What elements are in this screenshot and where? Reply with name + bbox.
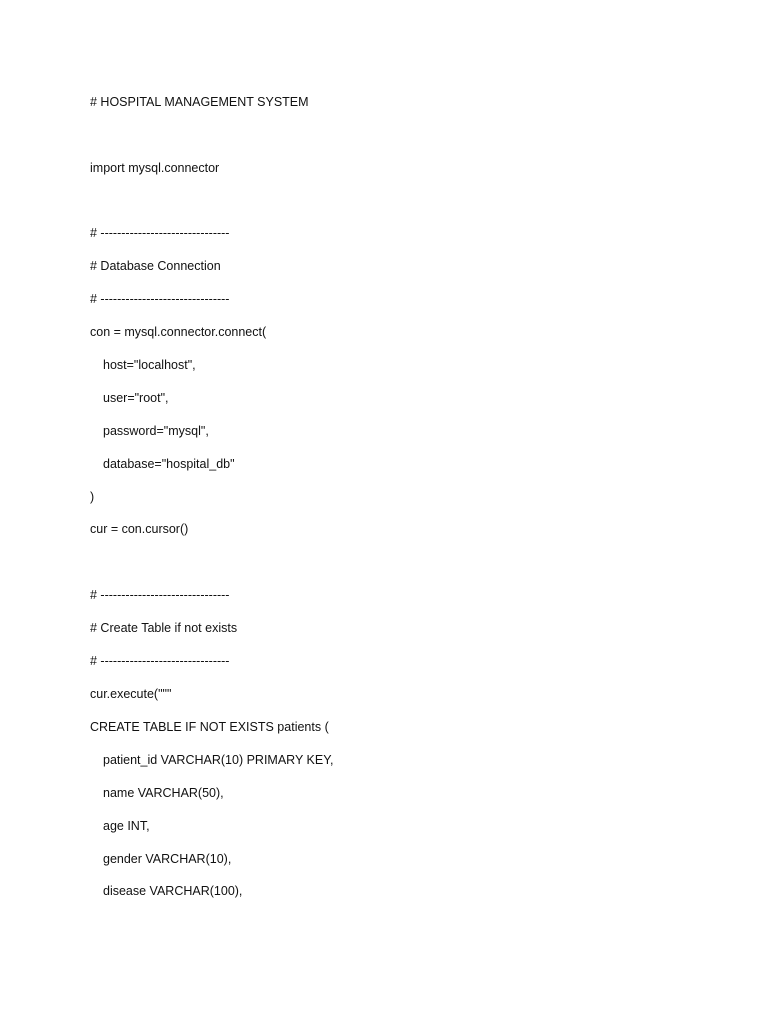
code-line-connect: con = mysql.connector.connect( xyxy=(90,325,267,339)
code-line-import: import mysql.connector xyxy=(90,161,220,175)
code-line-db-comment: # Database Connection xyxy=(90,259,221,273)
code-line-close-paren: ) xyxy=(90,490,95,504)
code-line-separator: # ------------------------------- xyxy=(90,654,230,668)
code-line-age: age INT, xyxy=(103,819,150,833)
code-line-host: host="localhost", xyxy=(103,358,196,372)
code-line-user: user="root", xyxy=(103,391,169,405)
code-line-disease: disease VARCHAR(100), xyxy=(103,884,243,898)
code-line-separator: # ------------------------------- xyxy=(90,292,230,306)
code-line-cursor: cur = con.cursor() xyxy=(90,522,189,536)
code-line-execute: cur.execute(""" xyxy=(90,687,172,701)
code-line-separator: # ------------------------------- xyxy=(90,226,230,240)
code-line-create-table: CREATE TABLE IF NOT EXISTS patients ( xyxy=(90,720,329,734)
code-line-name: name VARCHAR(50), xyxy=(103,786,224,800)
code-line-password: password="mysql", xyxy=(103,424,209,438)
code-line-gender: gender VARCHAR(10), xyxy=(103,852,232,866)
code-line-separator: # ------------------------------- xyxy=(90,588,230,602)
code-line-database: database="hospital_db" xyxy=(103,457,235,471)
code-line-title-comment: # HOSPITAL MANAGEMENT SYSTEM xyxy=(90,95,309,109)
code-line-table-comment: # Create Table if not exists xyxy=(90,621,238,635)
code-line-patient-id: patient_id VARCHAR(10) PRIMARY KEY, xyxy=(103,753,334,767)
